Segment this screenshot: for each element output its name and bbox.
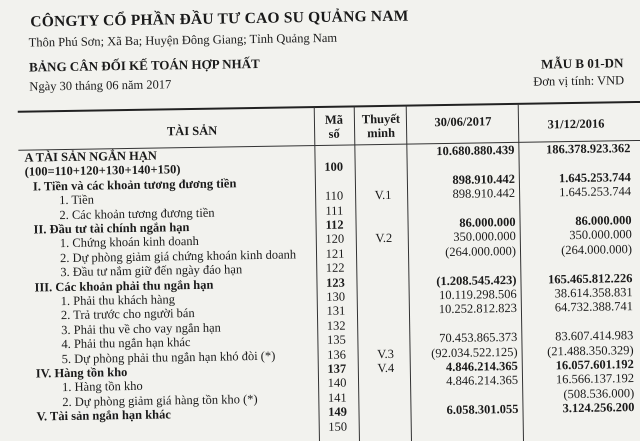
- row-note: [363, 218, 403, 219]
- row-label: I. Tiền và các khoản tương đương tiền: [32, 176, 237, 194]
- row-note: [364, 275, 404, 276]
- company-name: CÔNGTY CỔ PHẦN ĐẦU TƯ CAO SU QUẢNG NAM: [30, 7, 409, 31]
- row-code: 141: [327, 390, 347, 405]
- row-label: (100=110+120+130+140+150): [24, 162, 181, 180]
- row-note: [365, 304, 405, 305]
- currency-unit: Đơn vị tính: VND: [533, 73, 625, 89]
- row-note: V.3: [377, 346, 395, 361]
- row-value-2016: 3.124.256.200: [562, 400, 635, 416]
- row-code: 112: [325, 217, 344, 232]
- row-value-2016: (508.536.000): [563, 385, 635, 401]
- row-value-2016: 1.645.253.744: [559, 184, 632, 200]
- header-period-1: 30/06/2017: [434, 114, 492, 130]
- row-value-2016: 16.057.601.192: [555, 357, 634, 373]
- row-label: 2. Dự phòng giảm giá hàng tồn kho (*): [62, 391, 258, 409]
- form-code: MẪU B 01-DN: [540, 55, 624, 72]
- row-value-2017: [414, 389, 518, 391]
- row-code: 120: [325, 232, 345, 247]
- row-note: V.4: [377, 360, 395, 376]
- row-value-2016: [523, 157, 631, 159]
- header-period-2: 31/12/2016: [547, 116, 605, 132]
- row-label: IV. Hàng tồn kho: [35, 365, 128, 381]
- row-value-2017: (264.000.000): [445, 243, 517, 259]
- row-note: [366, 390, 406, 391]
- row-value-2017: 6.058.301.055: [446, 402, 519, 418]
- row-label: 3. Đầu tư nắm giữ đến ngày đáo hạn: [60, 262, 243, 280]
- row-value-2017: 10.680.880.439: [436, 142, 515, 159]
- row-code: 111: [325, 203, 344, 218]
- row-code: 136: [327, 347, 347, 362]
- row-value-2017: 350.000.000: [453, 229, 516, 245]
- row-value-2017: [411, 202, 515, 204]
- row-value-2017: 86.000.000: [459, 214, 516, 230]
- row-value-2016: [523, 200, 631, 202]
- header-assets: TÀI SẢN: [166, 123, 218, 139]
- row-note: V.2: [375, 231, 393, 246]
- row-label: II. Đầu tư tài chính ngắn hạn: [33, 220, 190, 237]
- row-code: 131: [326, 304, 346, 319]
- row-value-2016: 83.607.414.983: [555, 328, 634, 344]
- row-value-2017: 898.910.442: [452, 186, 516, 202]
- row-label: 1. Chứng khoán kinh doanh: [59, 234, 199, 251]
- row-note: V.1: [374, 188, 392, 203]
- row-value-2016: 165.465.812.226: [547, 270, 633, 287]
- row-code: 100: [324, 160, 344, 175]
- row-note: [366, 405, 406, 406]
- row-code: 140: [327, 375, 347, 391]
- row-label: 2. Trả trước cho người bán: [60, 306, 195, 323]
- row-note: [363, 160, 403, 161]
- row-code: 122: [325, 260, 345, 276]
- row-value-2016: 1.645.253.744: [558, 169, 631, 186]
- row-value-2017: (1.208.545.423): [436, 272, 517, 288]
- row-value-2017: 4.846.214.365: [446, 373, 519, 389]
- row-value-2016: [524, 257, 632, 259]
- row-note: [364, 261, 404, 262]
- row-code: 149: [328, 404, 347, 420]
- report-date: Ngày 30 tháng 06 năm 2017: [29, 77, 172, 94]
- row-value-2016: (21.488.350.329): [547, 342, 634, 359]
- row-value-2016: 64.732.388.741: [554, 299, 634, 315]
- row-note: [363, 203, 403, 204]
- row-label: 2. Dự phòng giảm giá chứng khoán kinh doanh: [59, 247, 297, 265]
- company-address: Thôn Phú Sơn; Xã Ba; Huyện Đông Giang; Tỉnh Quảng Nam: [28, 30, 338, 50]
- row-label: 2. Các khoản tương đương tiền: [59, 205, 215, 222]
- row-code: 135: [326, 332, 346, 348]
- row-value-2017: [411, 158, 515, 160]
- row-note: [367, 419, 407, 420]
- header-code-line2: số: [328, 126, 340, 141]
- row-value-2017: 10.252.812.823: [438, 301, 518, 317]
- row-value-2016: [527, 416, 635, 418]
- row-label: 1. Hàng tồn kho: [61, 379, 143, 395]
- row-value-2016: (264.000.000): [561, 241, 633, 258]
- row-value-2017: 4.846.214.365: [445, 358, 518, 375]
- row-note: [364, 246, 404, 247]
- row-code: 132: [326, 318, 346, 333]
- header-note-line1: Thuyết: [361, 111, 401, 127]
- row-value-2016: 16.566.137.192: [555, 371, 635, 387]
- row-label: 1. Phải thu khách hàng: [60, 292, 176, 309]
- row-note: [365, 318, 405, 319]
- row-label: V. Tài sản ngắn hạn khác: [36, 407, 171, 424]
- row-note: [362, 146, 402, 147]
- row-note: [366, 376, 406, 377]
- row-value-2016: 86.000.000: [575, 213, 632, 228]
- row-code: 150: [328, 419, 348, 434]
- table-top-rule: [18, 101, 640, 113]
- row-value-2017: [413, 317, 517, 319]
- row-value-2017: 10.119.298.506: [438, 286, 517, 303]
- row-value-2017: 70.453.865.373: [439, 330, 518, 346]
- row-code: 110: [324, 188, 344, 204]
- row-label: 3. Phải thu về cho vay ngắn hạn: [61, 320, 221, 337]
- row-label: 1. Tiền: [59, 192, 95, 208]
- row-value-2017: (92.034.522.125): [431, 344, 518, 360]
- row-label: A TÀI SẢN NGẮN HẠN: [24, 148, 158, 165]
- row-label: III. Các khoản phải thu ngắn hạn: [34, 277, 214, 295]
- row-label: 5. Dự phòng phải thu ngắn hạn khó đòi (*): [61, 348, 276, 366]
- row-label: 4. Phải thu ngắn hạn khác: [61, 335, 191, 352]
- row-value-2017: 898.910.442: [452, 171, 515, 187]
- row-code: 137: [327, 361, 347, 376]
- row-value-2017: [412, 259, 516, 261]
- row-code: 121: [325, 246, 345, 261]
- row-value-2016: [525, 315, 633, 317]
- row-note: [365, 290, 405, 291]
- header-note-line2: minh: [367, 125, 396, 141]
- row-value-2016: 186.378.923.362: [545, 141, 631, 157]
- header-code-line1: Mã: [324, 112, 344, 127]
- report-title: BẢNG CÂN ĐỐI KẾ TOÁN HỢP NHẤT: [28, 55, 260, 75]
- row-code: 123: [325, 275, 345, 290]
- row-value-2016: 350.000.000: [569, 227, 632, 243]
- row-note: [365, 333, 405, 334]
- row-value-2016: 38.614.358.831: [554, 285, 633, 301]
- row-code: 130: [326, 289, 346, 304]
- row-note: [363, 174, 403, 175]
- row-value-2017: [415, 417, 519, 419]
